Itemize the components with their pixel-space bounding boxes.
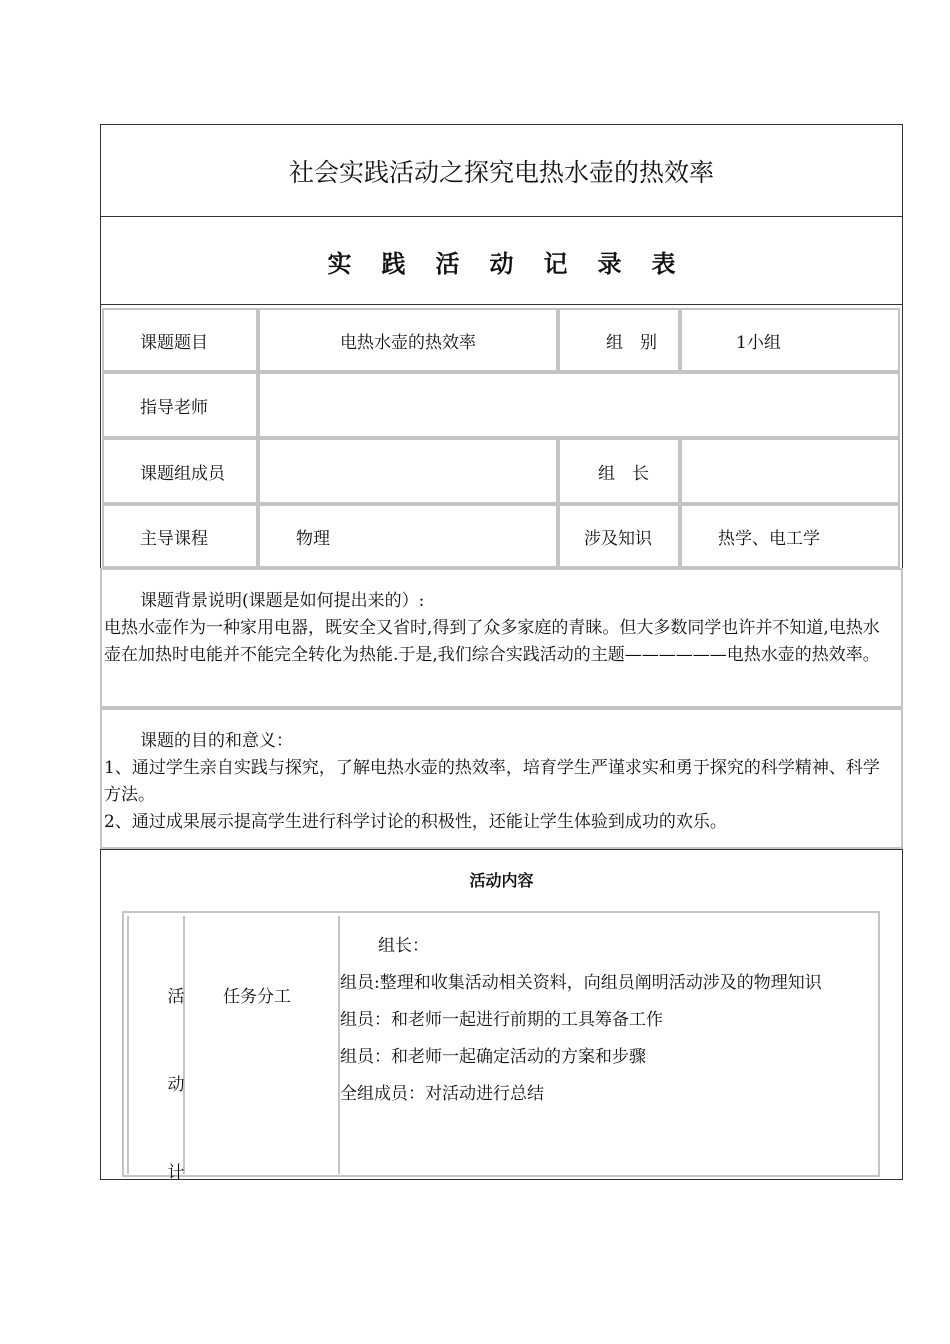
task-item: 全组成员：对活动进行总结 xyxy=(340,1084,544,1104)
knowledge-value: 热学、电工学 xyxy=(680,504,900,568)
task-list xyxy=(340,916,876,1174)
background-text: 电热水壶作为一种家用电器，既安全又省时,得到了众多家庭的青睐。但大多数同学也许并不知道,电热水壶在加热时电能并不能完全转化为热能.于是,我们综合实践活动的主题——————电热水壶的热效率。 xyxy=(104,618,880,665)
divider xyxy=(100,216,903,217)
task-item: 组员:整理和收集活动相关资料，向组员阐明活动涉及的物理知识 xyxy=(340,973,822,993)
activity-section-title: 活动内容 xyxy=(469,871,534,890)
knowledge-label: 涉及知识 xyxy=(558,504,680,568)
side-char-1: 活 xyxy=(167,987,185,1007)
members-label: 课题组成员 xyxy=(102,438,258,504)
task-label: 任务分工 xyxy=(223,987,291,1007)
side-char-3: 计 xyxy=(167,1163,185,1183)
task-item: 组长： xyxy=(378,936,429,956)
group-value: 1小组 xyxy=(680,308,900,372)
task-item: 组员：和老师一起确定活动的方案和步骤 xyxy=(340,1047,646,1067)
topic-label: 课题题目 xyxy=(102,308,258,372)
task-label-cell xyxy=(185,916,340,1174)
background-heading: 课题背景说明(课题是如何提出来的）: xyxy=(140,591,425,611)
group-label: 组 别 xyxy=(558,308,680,372)
activity-table xyxy=(122,911,880,1183)
course-label: 主导课程 xyxy=(102,504,258,568)
background-section xyxy=(100,568,903,708)
leader-value xyxy=(680,438,900,504)
purpose-item-1: 1、通过学生亲自实践与探究，了解电热水壶的热效率，培育学生严谨求实和勇于探究的科学精神、科学方法。 xyxy=(104,758,880,805)
side-char-2: 动 xyxy=(167,1075,185,1095)
topic-value: 电热水壶的热效率 xyxy=(258,308,558,372)
leader-label: 组 长 xyxy=(558,438,680,504)
info-table xyxy=(100,304,903,568)
document-subtitle: 实践活动记录表 xyxy=(327,249,706,278)
course-value: 物理 xyxy=(258,504,558,568)
advisor-label: 指导老师 xyxy=(102,372,258,438)
divider xyxy=(100,849,903,850)
purpose-heading: 课题的目的和意义： xyxy=(140,731,293,751)
advisor-value xyxy=(258,372,900,438)
purpose-item-2: 2、通过成果展示提高学生进行科学讨论的积极性，还能让学生体验到成功的欢乐。 xyxy=(104,812,727,832)
activity-side-cell xyxy=(127,916,185,1183)
members-value xyxy=(258,438,558,504)
task-item: 组员：和老师一起进行前期的工具筹备工作 xyxy=(340,1010,663,1030)
purpose-section xyxy=(100,708,903,849)
document-title: 社会实践活动之探究电热水壶的热效率 xyxy=(288,158,714,187)
